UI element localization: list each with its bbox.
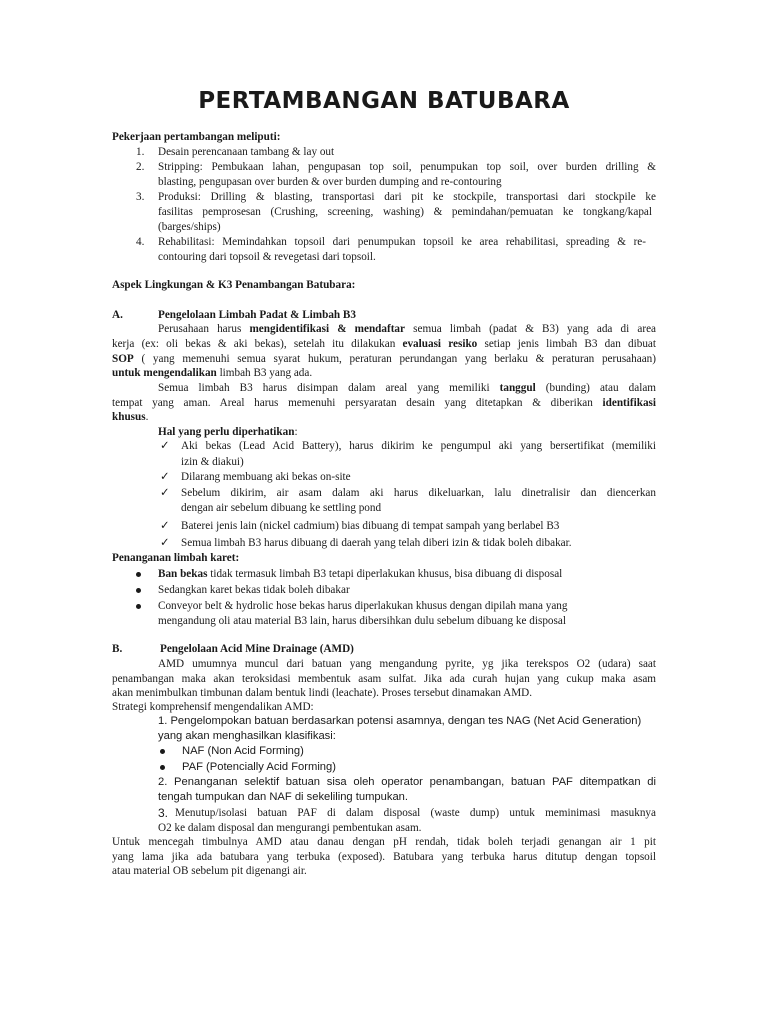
bullet-icon <box>136 572 141 577</box>
paragraph-line: tempat yang aman. Areal harus memenuhi persyaratan desain yang ditetapkan & diberikan identifikasi <box>112 397 656 409</box>
list-number: 3. <box>136 191 145 203</box>
paragraph-line: akan menimbulkan timbunan dalam bentuk lindi (leachate). Proses tersebut dinamakan AMD. <box>112 687 533 699</box>
paragraph-line: untuk mengendalikan limbah B3 yang ada. <box>112 367 313 379</box>
strategy-item-text: 2. Penanganan selektif batuan sisa oleh operator penambangan, batuan PAF ditempatkan di <box>158 776 656 788</box>
check-item-text: Dilarang membuang aki bekas on-site <box>181 471 351 483</box>
page-title: PERTAMBANGAN BATUBARA <box>198 88 570 114</box>
paragraph-line: penambangan maka akan teroksidasi membentuk asam sulfat. Jika ada curah hujan yang cukup maka asam <box>112 673 656 685</box>
list-item-text: Desain perencanaan tambang & lay out <box>158 146 335 158</box>
paragraph-line: Semua limbah B3 harus disimpan dalam areal yang memiliki tanggul (bunding) atau dalam <box>158 382 656 394</box>
strategy-item-text: 1. Pengelompokan batuan berdasarkan potensi asamnya, dengan tes NAG (Net Acid Generation) <box>158 715 642 727</box>
paragraph-line: Perusahaan harus mengidentifikasi & mendaftar semua limbah (padat & B3) yang ada di area <box>158 323 657 335</box>
checkmark-icon: ✓ <box>160 537 170 549</box>
check-item-text: Sebelum dikirim, air asam dalam aki harus dikeluarkan, lalu dinetralisir dan diencerkan <box>181 487 656 499</box>
strategy-item-text: yang akan menghasilkan klasifikasi: <box>158 730 336 742</box>
checkmark-icon: ✓ <box>160 520 170 532</box>
list-item-text: blasting, pengupasan over burden & over burden dumping and re-contouring <box>158 176 502 188</box>
paragraph-line: AMD umumnya muncul dari batuan yang mengandung pyrite, yg jika terekspos O2 (udara) saat <box>158 658 656 670</box>
check-item-text: Baterei jenis lain (nickel cadmium) bias dibuang di tempat sampah yang berlabel B3 <box>181 520 560 532</box>
bullet-icon <box>136 588 141 593</box>
bullet-icon <box>160 749 165 754</box>
paragraph-line: kerja (ex: oli bekas & aki bekas), setelah itu dilakukan evaluasi resiko setiap jenis limbah B3 dan dibuat <box>112 338 657 350</box>
subsection-label: B. <box>112 643 123 655</box>
checkmark-icon: ✓ <box>160 487 170 499</box>
paragraph-line: Untuk mencegah timbulnya AMD atau danau dengan pH rendah, tidak boleh terjadi genangan air 1 pit <box>112 836 656 848</box>
checkmark-icon: ✓ <box>160 471 170 483</box>
strategy-item-text: O2 ke dalam disposal dan mengurangi pembentukan asam. <box>158 822 422 834</box>
list-number: 2. <box>136 161 145 173</box>
subsection-label: A. <box>112 309 123 321</box>
section-heading: Penanganan limbah karet: <box>112 552 240 564</box>
subsection-heading: Pengelolaan Acid Mine Drainage (AMD) <box>160 643 354 655</box>
section-heading: Aspek Lingkungan & K3 Penambangan Batubara: <box>112 279 356 291</box>
list-item-text: Rehabilitasi: Memindahkan topsoil dari penumpukan topsoil ke area rehabilitasi, spreading & re- <box>158 236 646 248</box>
strategy-item-text: tengah tumpukan dan NAF di sekeliling tumpukan. <box>158 791 409 803</box>
note-heading: Hal yang perlu diperhatikan: <box>158 426 298 438</box>
check-item-text: Aki bekas (Lead Acid Battery), harus dikirim ke pengumpul aki yang bersertifikat (memiliki <box>181 440 656 452</box>
check-item-text: izin & diakui) <box>181 456 244 468</box>
bullet-item-text: mengandung oli atau material B3 lain, harus dibersihkan dulu sebelum dibuang ke disposal <box>158 615 566 627</box>
paragraph-line: SOP ( yang memenuhi semua syarat hukum, peraturan perundangan yang berlaku & peraturan perusahaan) <box>112 353 656 365</box>
list-item-text: contouring dari topsoil & revegetasi dari topsoil. <box>158 251 376 263</box>
paragraph-line: yang lama jika ada batubara yang terbuka (exposed). Batubara yang terbuka harus ditutup dengan topsoil <box>112 851 656 863</box>
list-number: 3. <box>158 806 169 820</box>
list-number: 1. <box>136 146 145 158</box>
bullet-icon <box>136 604 141 609</box>
list-item-text: Stripping: Pembukaan lahan, pengupasan top soil, penumpukan top soil, over burden drilling & <box>158 161 656 173</box>
bullet-icon <box>160 765 165 770</box>
classification-item: NAF (Non Acid Forming) <box>182 745 304 757</box>
check-item-text: dengan air sebelum dibuang ke settling pond <box>181 502 382 514</box>
bullet-item-text: Sedangkan karet bekas tidak boleh dibakar <box>158 584 350 596</box>
paragraph-line: atau material OB sebelum pit digenangi air. <box>112 865 307 877</box>
list-item-text: (barges/ships) <box>158 221 221 233</box>
list-number: 4. <box>136 236 145 248</box>
section-heading: Pekerjaan pertambangan meliputi: <box>112 131 281 143</box>
bullet-item-text: Ban bekas tidak termasuk limbah B3 tetapi diperlakukan khusus, bisa dibuang di disposal <box>158 568 563 580</box>
check-item-text: Semua limbah B3 harus dibuang di daerah yang telah diberi izin & tidak boleh dibakar. <box>181 537 572 549</box>
classification-item: PAF (Potencially Acid Forming) <box>182 761 336 773</box>
list-item-text: fasilitas pemprosesan (Crushing, screening, washing) & pemindahan/pemuatan ke tongkang/kapal <box>158 206 652 218</box>
paragraph-line: Strategi komprehensif mengendalikan AMD: <box>112 701 314 713</box>
strategy-item-text: Menutup/isolasi batuan PAF di dalam disposal (waste dump) untuk meminimasi masuknya <box>175 807 656 819</box>
list-item-text: Produksi: Drilling & blasting, transportasi dari pit ke stockpile, transportasi dari stockpile ke <box>158 191 656 203</box>
bullet-item-text: Conveyor belt & hydrolic hose bekas harus diperlakukan khusus dengan dipilah mana yang <box>158 600 568 612</box>
paragraph-line: khusus. <box>112 411 149 423</box>
subsection-heading: Pengelolaan Limbah Padat & Limbah B3 <box>158 309 356 321</box>
checkmark-icon: ✓ <box>160 440 170 452</box>
